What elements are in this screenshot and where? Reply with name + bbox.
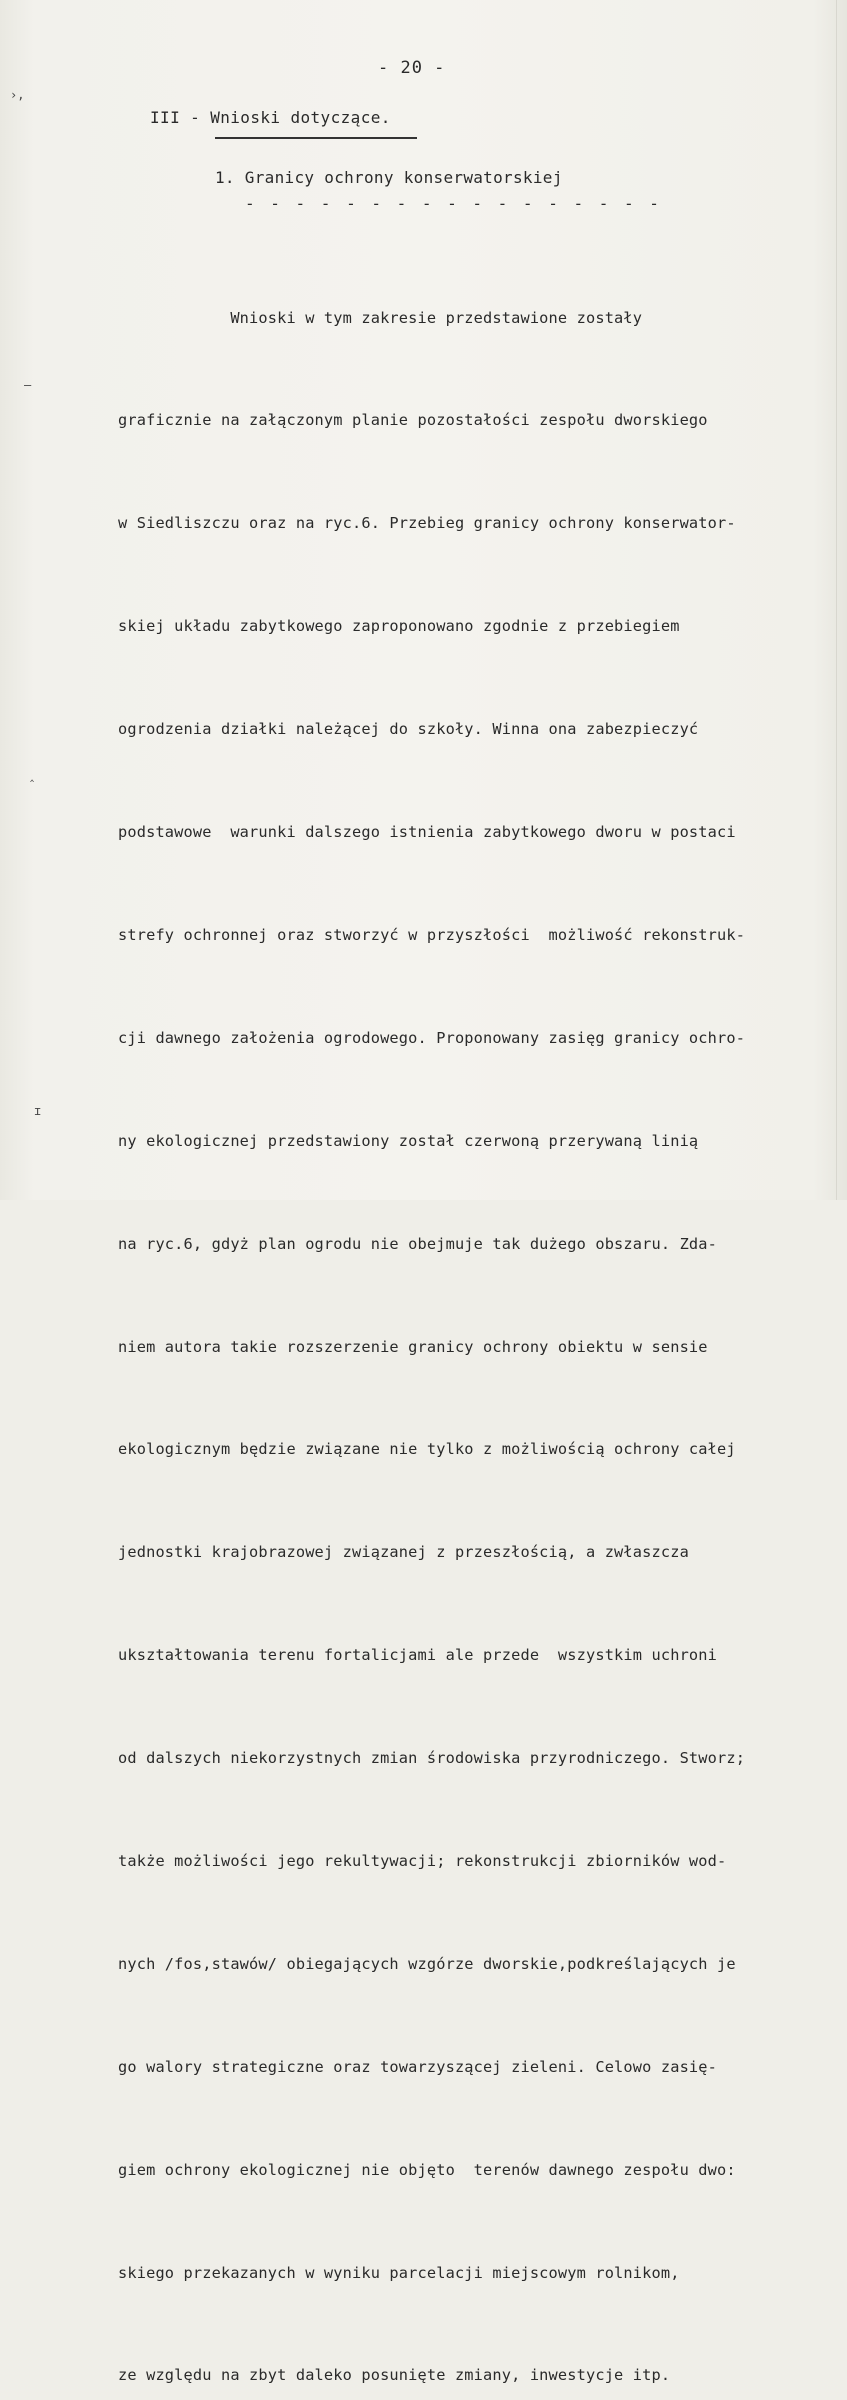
heading-underline	[215, 137, 417, 139]
body-line: w Siedliszczu oraz na ryc.6. Przebieg granicy ochrony konserwator-	[118, 514, 736, 533]
body-line: cji dawnego założenia ogrodowego. Proponowany zasięg granicy ochro-	[118, 1028, 746, 1047]
body-line: ze względu na zbyt daleko posunięte zmiany, inwestycje itp.	[118, 2366, 671, 2385]
page-edge	[836, 0, 837, 1200]
subsection-dashed-underline: - - - - - - - - - - - - - - - - -	[245, 194, 662, 213]
section-heading: III - Wnioski dotyczące.	[150, 108, 391, 127]
body-line: go walory strategiczne oraz towarzyszącej zieleni. Celowo zasię-	[118, 2057, 718, 2076]
body-line: ny ekologicznej przedstawiony został czerwoną przerywaną linią	[118, 1131, 699, 1150]
body-line: podstawowe warunki dalszego istnienia zabytkowego dworu w postaci	[118, 823, 736, 842]
subsection-heading: 1. Granicy ochrony konserwatorskiej	[215, 168, 563, 187]
body-line: skiego przekazanych w wyniku parcelacji miejscowym rolnikom,	[118, 2263, 680, 2282]
body-line: także możliwości jego rekultywacji; rekonstrukcji zbiorników wod-	[118, 1851, 727, 1870]
body-line: ogrodzenia działki należącej do szkoły. Winna ona zabezpieczyć	[118, 720, 699, 739]
body-line: skiej układu zabytkowego zaproponowano zgodnie z przebiegiem	[118, 617, 680, 636]
margin-mark: ‒	[24, 378, 32, 392]
margin-mark: ‸	[30, 768, 35, 782]
body-line: Wnioski w tym zakresie przedstawione zostały	[118, 308, 643, 327]
margin-mark: ɪ	[34, 1104, 42, 1118]
body-line: strefy ochronnej oraz stworzyć w przyszłości możliwość rekonstruk-	[118, 925, 746, 944]
body-paragraph	[118, 232, 833, 2400]
margin-mark: ›‚	[10, 88, 25, 102]
body-line: ekologicznym będzie związane nie tylko z możliwością ochrony całej	[118, 1440, 736, 1459]
body-line: giem ochrony ekologicznej nie objęto terenów dawnego zespołu dwo:	[118, 2160, 736, 2179]
body-line: od dalszych niekorzystnych zmian środowiska przyrodniczego. Stworz;	[118, 1749, 746, 1768]
body-line: na ryc.6, gdyż plan ogrodu nie obejmuje tak dużego obszaru. Zda-	[118, 1234, 718, 1253]
body-line: graficznie na załączonym planie pozostałości zespołu dworskiego	[118, 411, 708, 430]
page-number: - 20 -	[378, 58, 446, 78]
body-line: nych /fos,stawów/ obiegających wzgórze dworskie,podkreślających je	[118, 1954, 736, 1973]
body-line: niem autora takie rozszerzenie granicy ochrony obiektu w sensie	[118, 1337, 708, 1356]
body-line: jednostki krajobrazowej związanej z przeszłością, a zwłaszcza	[118, 1543, 689, 1562]
body-line: ukształtowania terenu fortalicjami ale przede wszystkim uchroni	[118, 1646, 718, 1665]
